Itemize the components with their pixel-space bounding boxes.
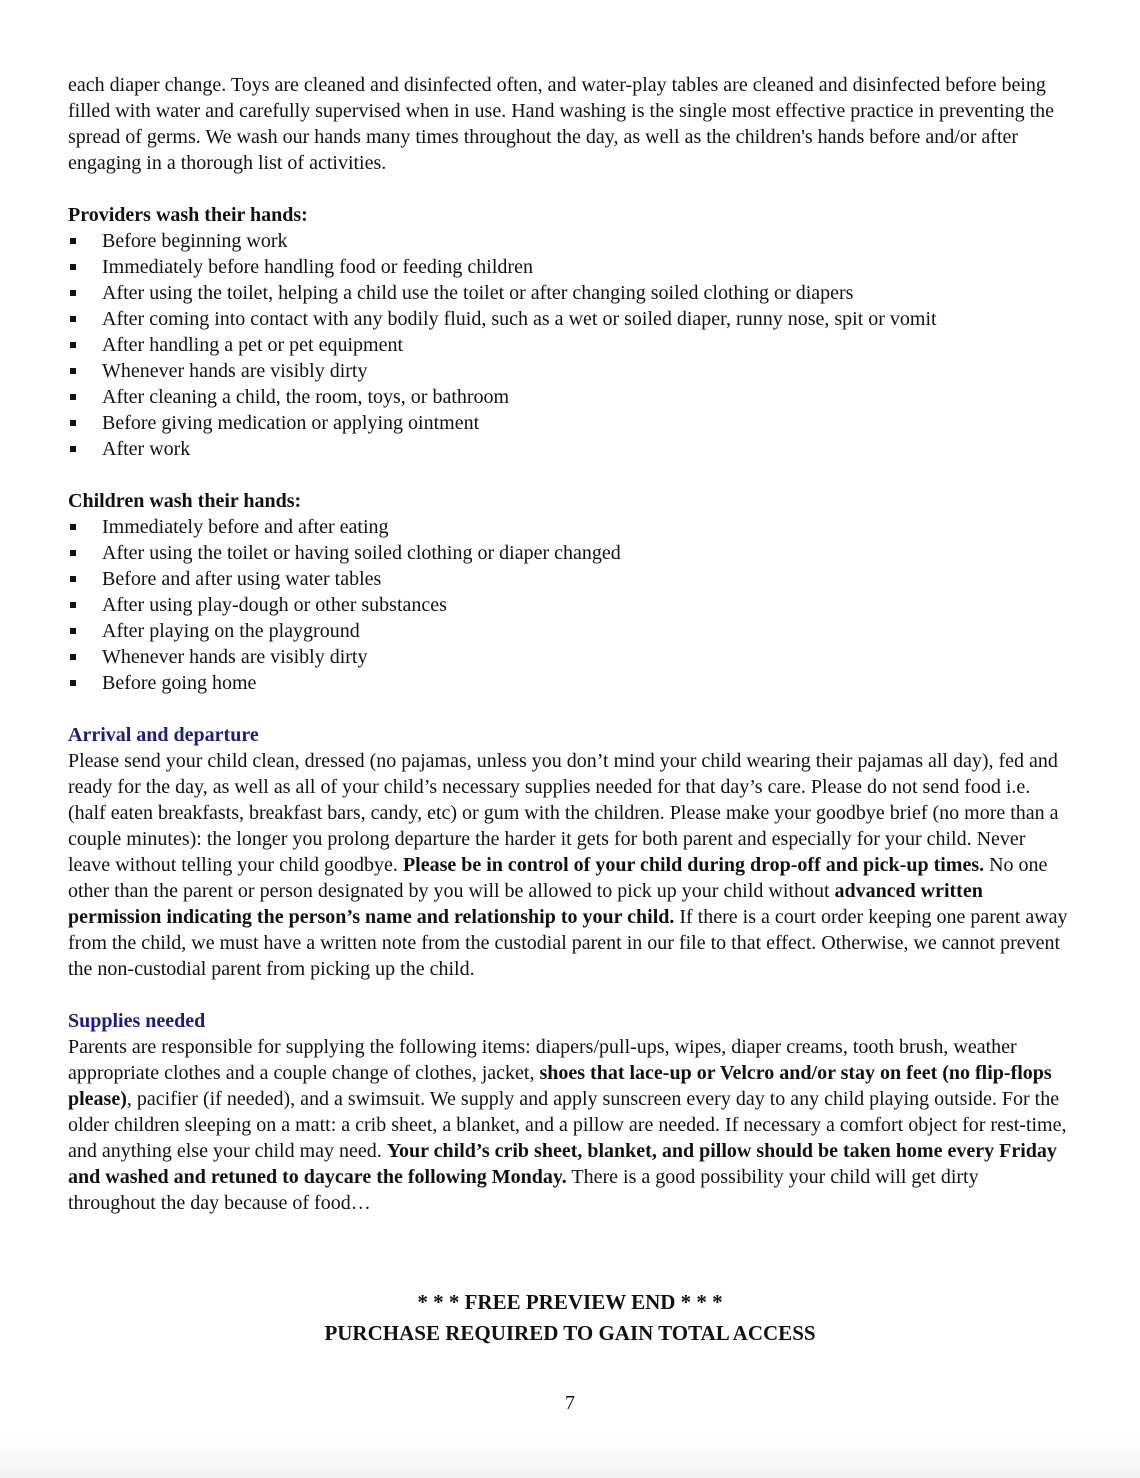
list-item: Before and after using water tables [68, 566, 1068, 592]
supplies-paragraph [68, 1034, 1068, 1216]
list-item: After coming into contact with any bodily fluid, such as a wet or soiled diaper, runny nose, spit or vomit [68, 306, 1068, 332]
list-item: After handling a pet or pet equipment [68, 332, 1068, 358]
supplies-bold-1: shoes that lace-up or Velcro and/or stay on feet (no flip-flops please) [68, 1062, 1052, 1110]
supplies-heading: Supplies needed [68, 1010, 206, 1032]
arrival-bold-2: advanced written permission indicating the person’s name and relationship to your child. [68, 880, 983, 928]
list-item: Before beginning work [68, 228, 1068, 254]
arrival-text-2: No one other than the parent or person designated by you will be allowed to pick up your child without [68, 854, 1048, 902]
list-item: Immediately before and after eating [68, 514, 1068, 540]
preview-notice [0, 1287, 1140, 1349]
list-item: After playing on the playground [68, 618, 1068, 644]
preview-end-line: * * * FREE PREVIEW END * * * [417, 1290, 723, 1314]
list-item: Before giving medication or applying ointment [68, 410, 1068, 436]
arrival-text-1: Please send your child clean, dressed (no pajamas, unless you don’t mind your child wearing their pajamas all day), fed and ready for the day, as well as all of your child’s necessary supplies needed for that day’s care. Please do not send food i.e. (half eaten breakfasts, breakfast bars, candy, etc) or gum with the children. Please make your goodbye brief (no more than a couple minutes): the longer you prolong departure the harder it gets for both parent and especially for your child. Never leave without telling your child goodbye. [68, 750, 1059, 876]
supplies-bold-2: Your child’s crib sheet, blanket, and pillow should be taken home every Friday and washed and retuned to daycare the following Monday. [68, 1140, 1057, 1188]
providers-list [68, 228, 1068, 462]
list-item: Before going home [68, 670, 1068, 696]
supplies-text-3: There is a good possibility your child will get dirty throughout the day because of food… [68, 1166, 979, 1214]
arrival-paragraph [68, 748, 1068, 982]
list-item: Whenever hands are visibly dirty [68, 358, 1068, 384]
list-item: Immediately before handling food or feeding children [68, 254, 1068, 280]
arrival-text-3: If there is a court order keeping one parent away from the child, we must have a written note from the custodial parent in our file to that effect. Otherwise, we cannot prevent the non-custodial parent from picking up the child. [68, 906, 1068, 980]
purchase-required-line: PURCHASE REQUIRED TO GAIN TOTAL ACCESS [324, 1321, 816, 1345]
list-item: After using the toilet or having soiled clothing or diaper changed [68, 540, 1068, 566]
list-item: After using the toilet, helping a child use the toilet or after changing soiled clothing or diapers [68, 280, 1068, 306]
bottom-shadow [0, 1438, 1140, 1478]
children-list [68, 514, 1068, 696]
intro-paragraph: each diaper change. Toys are cleaned and disinfected often, and water-play tables are cleaned and disinfected before being filled with water and carefully supervised when in use. Hand washing is the single most effective practice in preventing the spread of germs. We wash our hands many times throughout the day, as well as the children's hands before and/or after engaging in a thorough list of activities. [68, 74, 1054, 174]
supplies-text-2: , pacifier (if needed), and a swimsuit. We supply and apply sunscreen every day to any child playing outside. For the older children sleeping on a matt: a crib sheet, a blanket, and a pillow are needed. If necessary a comfort object for rest-time, and anything else your child may need. [68, 1088, 1067, 1162]
page-number: 7 [565, 1392, 575, 1414]
providers-heading: Providers wash their hands: [68, 204, 308, 226]
list-item: After work [68, 436, 1068, 462]
list-item: After cleaning a child, the room, toys, or bathroom [68, 384, 1068, 410]
arrival-bold-1: Please be in control of your child during drop-off and pick-up times. [402, 854, 985, 876]
supplies-text-1: Parents are responsible for supplying the following items: diapers/pull-ups, wipes, diaper creams, tooth brush, weather appropriate clothes and a couple change of clothes, jacket, [68, 1036, 1017, 1084]
list-item: Whenever hands are visibly dirty [68, 644, 1068, 670]
page-content [68, 72, 1068, 1216]
arrival-heading: Arrival and departure [68, 724, 259, 746]
children-heading: Children wash their hands: [68, 490, 302, 512]
list-item: After using play-dough or other substances [68, 592, 1068, 618]
